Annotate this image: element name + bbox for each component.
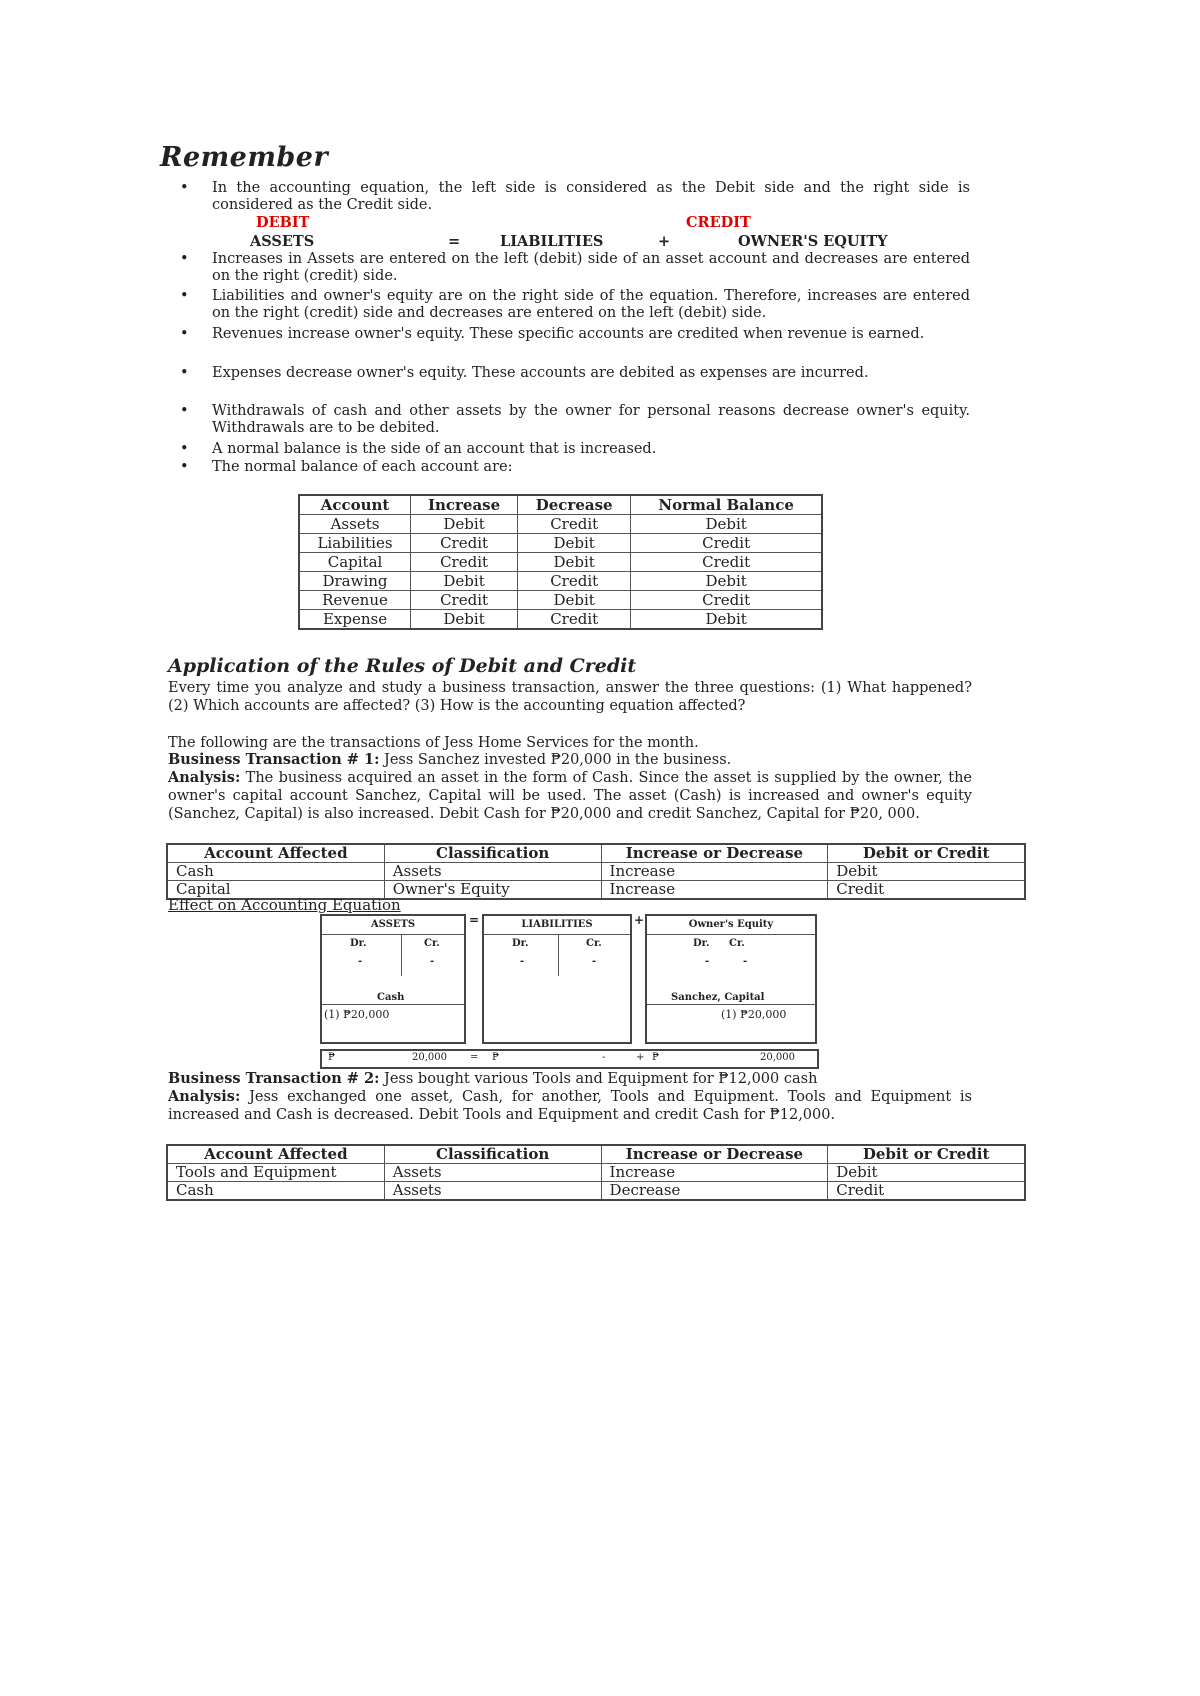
table-row: Capital Credit Debit Credit bbox=[299, 553, 822, 572]
bullet-item: • Increases in Assets are entered on the left (debit) side of an asset account and decreases are entered on the right (credit) side. bbox=[180, 251, 970, 284]
analysis-text: Jess exchanged one asset, Cash, for another, Tools and Equipment. Tools and Equipment is increased and Cash is decreased. Debit Tools and Equipment and credit Cash for ₱12,000. bbox=[168, 1089, 972, 1123]
remember-title: Remember bbox=[160, 142, 329, 173]
table-row: Cash Assets Decrease Credit bbox=[167, 1182, 1025, 1201]
analysis-label: Analysis: bbox=[168, 1088, 241, 1105]
bullet-text: Liabilities and owner's equity are on the right side of the equation. Therefore, increases are entered on the right (credit) side and decreases are entered on the left (debit) side. bbox=[212, 288, 970, 321]
table-row: Capital Owner's Equity Increase Credit bbox=[167, 881, 1025, 900]
effect-label: Effect on Accounting Equation bbox=[168, 896, 401, 914]
bullet-item: • The normal balance of each account are: bbox=[180, 459, 970, 477]
equity-total: 20,000 bbox=[760, 1052, 795, 1063]
bullet-text: A normal balance is the side of an account that is increased. bbox=[212, 441, 657, 457]
transaction-1-analysis bbox=[168, 769, 972, 823]
bullet-item: • Liabilities and owner's equity are on the right side of the equation. Therefore, increases are entered on the right (credit) side and decreases are entered on the left (debit) side. bbox=[180, 288, 970, 321]
transaction-2-table bbox=[166, 1144, 1026, 1201]
plus-sign: + bbox=[634, 913, 645, 927]
assets-t-account: ASSETS Dr. Cr. - - Cash (1) ₱20,000 bbox=[320, 914, 466, 1044]
equation-totals: ₱ 20,000 = ₱ - + ₱ 20,000 bbox=[320, 1049, 819, 1069]
bullet-text: Withdrawals of cash and other assets by the owner for personal reasons decrease owner's equity. Withdrawals are to be debited. bbox=[212, 403, 970, 436]
application-title: Application of the Rules of Debit and Credit bbox=[168, 655, 637, 677]
t-account-name: Cash bbox=[377, 992, 405, 1003]
table-row: Cash Assets Increase Debit bbox=[167, 863, 1025, 881]
table-header: Account Affected bbox=[167, 844, 384, 863]
assets-total: 20,000 bbox=[412, 1052, 447, 1063]
transaction-1-label: Business Transaction # 1: bbox=[168, 751, 380, 768]
application-intro: Every time you analyze and study a business transaction, answer the three questions: (1) What happened? (2) Which accounts are affected? (3) How is the accounting equation affected? bbox=[168, 680, 972, 714]
analysis-label: Analysis: bbox=[168, 769, 241, 786]
bullet-item: • Revenues increase owner's equity. These specific accounts are credited when revenue is earned. bbox=[180, 326, 970, 362]
table-header: Classification bbox=[384, 844, 601, 863]
debit-label: DEBIT bbox=[256, 214, 310, 231]
bullet-text: Expenses decrease owner's equity. These accounts are debited as expenses are incurred. bbox=[212, 365, 869, 381]
table-header: Increase bbox=[411, 495, 518, 515]
analysis-text: The business acquired an asset in the form of Cash. Since the asset is supplied by the owner, the owner's capital account Sanchez, Capital will be used. The asset (Cash) is increased and owner's equity (Sanchez, Capital) is also increased. Debit Cash for ₱20,000 and credit Sanchez, Capital for ₱20, 000. bbox=[168, 770, 972, 822]
bullet-item: • In the accounting equation, the left side is considered as the Debit side and the right side is considered as the Credit side. bbox=[180, 180, 970, 213]
liabilities-t-account: LIABILITIES Dr. Cr. - - bbox=[482, 914, 632, 1044]
transaction-1 bbox=[168, 751, 972, 769]
table-header: Classification bbox=[384, 1145, 601, 1164]
bullet-item: • Expenses decrease owner's equity. These accounts are debited as expenses are incurred. bbox=[180, 365, 970, 401]
equals-sign: = bbox=[469, 913, 480, 927]
bullet-item: • Withdrawals of cash and other assets by the owner for personal reasons decrease owner's equity. Withdrawals are to be debited. bbox=[180, 403, 970, 436]
t-account-head: ASSETS bbox=[322, 916, 464, 935]
table-row: Tools and Equipment Assets Increase Debit bbox=[167, 1164, 1025, 1182]
table-row: Drawing Debit Credit Debit bbox=[299, 572, 822, 591]
table-header: Increase or Decrease bbox=[601, 844, 828, 863]
table-header: Account bbox=[299, 495, 411, 515]
table-row: Revenue Credit Debit Credit bbox=[299, 591, 822, 610]
bullet-item: • A normal balance is the side of an account that is increased. bbox=[180, 441, 970, 459]
table-row: Liabilities Credit Debit Credit bbox=[299, 534, 822, 553]
transaction-2-text: Jess bought various Tools and Equipment for ₱12,000 cash bbox=[384, 1071, 818, 1087]
transaction-2-analysis bbox=[168, 1088, 972, 1124]
credit-label: CREDIT bbox=[686, 214, 751, 231]
transaction-2 bbox=[168, 1070, 972, 1088]
equity-t-account: Owner's Equity Dr. Cr. - - Sanchez, Capital (1) ₱20,000 bbox=[645, 914, 817, 1044]
table-header: Debit or Credit bbox=[828, 1145, 1025, 1164]
bullet-text: Revenues increase owner's equity. These specific accounts are credited when revenue is earned. bbox=[212, 326, 925, 342]
equation-liabilities: LIABILITIES bbox=[500, 233, 604, 250]
t-account-name: Sanchez, Capital bbox=[671, 992, 765, 1003]
transaction-1-table bbox=[166, 843, 1026, 900]
table-header: Normal Balance bbox=[631, 495, 822, 515]
table-header: Debit or Credit bbox=[828, 844, 1025, 863]
equation-assets: ASSETS bbox=[250, 233, 315, 250]
liabilities-total: - bbox=[602, 1052, 606, 1063]
table-row: Expense Debit Credit Debit bbox=[299, 610, 822, 630]
table-header: Increase or Decrease bbox=[601, 1145, 828, 1164]
normal-balance-table bbox=[298, 494, 823, 630]
transaction-2-label: Business Transaction # 2: bbox=[168, 1070, 380, 1087]
equation-equity: OWNER'S EQUITY bbox=[738, 233, 888, 250]
equation-plus: + bbox=[658, 233, 671, 250]
equation-equals: = bbox=[448, 233, 461, 250]
t-account-head: LIABILITIES bbox=[484, 916, 630, 935]
table-header: Account Affected bbox=[167, 1145, 384, 1164]
bullet-text: Increases in Assets are entered on the left (debit) side of an asset account and decreases are entered on the right (credit) side. bbox=[212, 251, 970, 284]
transaction-1-text: Jess Sanchez invested ₱20,000 in the business. bbox=[384, 752, 732, 768]
table-row: Assets Debit Credit Debit bbox=[299, 515, 822, 534]
table-header: Decrease bbox=[518, 495, 631, 515]
t-account-entry: (1) ₱20,000 bbox=[721, 1008, 787, 1021]
t-account-entry: (1) ₱20,000 bbox=[324, 1008, 390, 1021]
bullet-text: In the accounting equation, the left side is considered as the Debit side and the right side is considered as the Credit side. bbox=[212, 180, 970, 213]
bullet-text: The normal balance of each account are: bbox=[212, 459, 513, 475]
transactions-intro: The following are the transactions of Jess Home Services for the month. bbox=[168, 735, 699, 751]
t-account-head: Owner's Equity bbox=[647, 916, 815, 935]
